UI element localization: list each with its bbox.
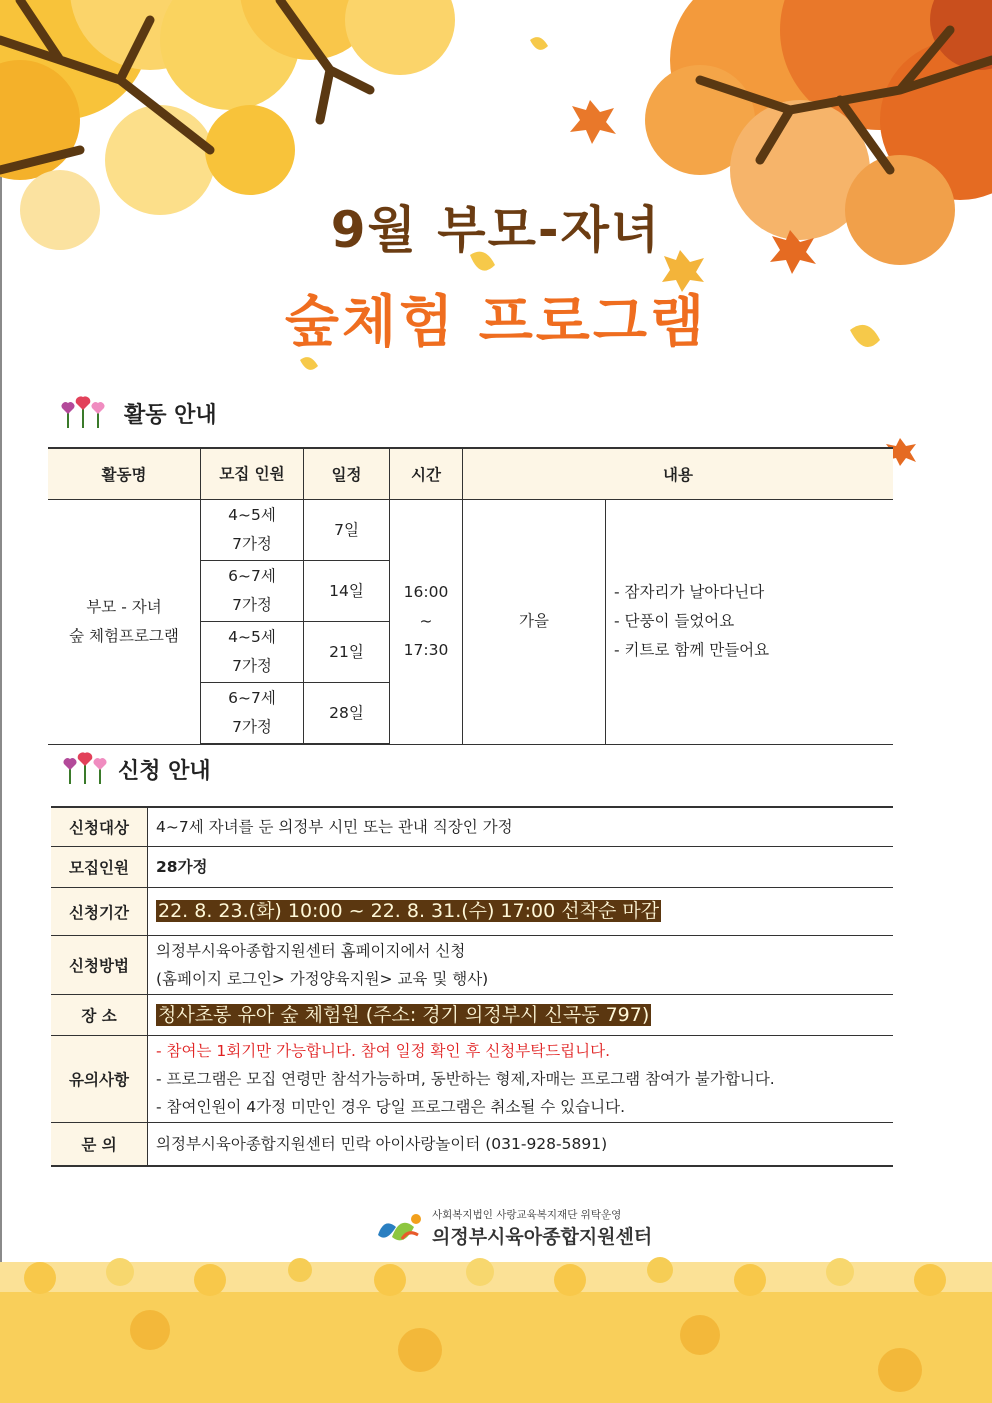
program-name-line: 부모 - 자녀 bbox=[86, 597, 162, 616]
families-text: 7가정 bbox=[232, 535, 272, 553]
program-name-line: 숲 체험프로그램 bbox=[69, 626, 179, 645]
application-heading-text: 신청 안내 bbox=[118, 758, 211, 784]
table-row bbox=[51, 847, 893, 888]
notes-label: 유의사항 bbox=[51, 1036, 148, 1123]
notes-cell bbox=[148, 1036, 894, 1123]
method-line: 의정부시육아종합지원센터 홈페이지에서 신청 bbox=[156, 942, 466, 960]
time-end: 17:30 bbox=[403, 641, 449, 660]
note-item: - 참여인원이 4가정 미만인 경우 당일 프로그램은 취소될 수 있습니다. bbox=[156, 1098, 625, 1116]
families-text: 7가정 bbox=[232, 657, 272, 675]
date-cell: 21일 bbox=[304, 622, 390, 683]
age-text: 4~5세 bbox=[228, 506, 276, 524]
target-label: 신청대상 bbox=[51, 807, 148, 847]
center-logo-icon bbox=[372, 1209, 428, 1247]
header-activity-name: 활동명 bbox=[48, 448, 201, 500]
ginkgo-leaf bbox=[300, 357, 318, 370]
period-label: 신청기간 bbox=[51, 888, 148, 936]
application-heading bbox=[58, 752, 211, 786]
capacity-cell bbox=[201, 561, 304, 622]
method-line: (홈페이지 로그인> 가정양육지원> 교육 및 행사) bbox=[156, 970, 489, 988]
program-name-cell bbox=[48, 500, 201, 745]
capacity-label: 모집인원 bbox=[51, 847, 148, 888]
note-item: - 프로그램은 모집 연령만 참석가능하며, 동반하는 형제,자매는 프로그램 참여가 불가합니다. bbox=[156, 1070, 775, 1088]
footer-sub: 사회복지법인 사랑교육복지재단 위탁운영 bbox=[432, 1209, 622, 1221]
place-label: 장 소 bbox=[51, 995, 148, 1036]
time-sep: ~ bbox=[419, 612, 433, 631]
maple-leaf bbox=[570, 100, 616, 144]
families-text: 7가정 bbox=[232, 718, 272, 736]
place-cell bbox=[148, 995, 894, 1036]
families-text: 7가정 bbox=[232, 596, 272, 614]
contact-value: 의정부시육아종합지원센터 민락 아이사랑놀이터 (031-928-5891) bbox=[148, 1123, 894, 1167]
place-value: 청사초롱 유아 숲 체험원 (주소: 경기 의정부시 신곡동 797) bbox=[158, 1003, 650, 1026]
application-table bbox=[51, 806, 893, 1167]
age-text: 4~5세 bbox=[228, 628, 276, 646]
contact-label: 문 의 bbox=[51, 1123, 148, 1167]
ginkgo-leaf bbox=[530, 37, 548, 50]
header-date: 일정 bbox=[304, 448, 390, 500]
leaf-ground bbox=[0, 1257, 992, 1403]
title-line-1: 9월 부모-자녀 bbox=[330, 201, 662, 259]
activity-heading bbox=[56, 396, 217, 430]
table-row bbox=[51, 1036, 893, 1123]
age-text: 6~7세 bbox=[228, 689, 276, 707]
age-text: 6~7세 bbox=[228, 567, 276, 585]
time-start: 16:00 bbox=[403, 583, 449, 602]
content-item: - 잠자리가 날아다닌다 bbox=[614, 583, 765, 602]
table-row bbox=[48, 500, 893, 561]
heart-flowers-icon bbox=[58, 752, 112, 786]
table-row bbox=[51, 807, 893, 847]
theme-cell: 가을 bbox=[463, 500, 606, 745]
table-row bbox=[51, 995, 893, 1036]
footer-logo bbox=[372, 1207, 652, 1249]
title-line-2: 숲체험 프로그램 bbox=[284, 290, 708, 355]
header-content: 내용 bbox=[463, 448, 894, 500]
date-cell: 14일 bbox=[304, 561, 390, 622]
date-cell: 28일 bbox=[304, 683, 390, 745]
method-label: 신청방법 bbox=[51, 936, 148, 995]
target-value: 4~7세 자녀를 둔 의정부 시민 또는 관내 직장인 가정 bbox=[148, 807, 894, 847]
activity-table bbox=[48, 447, 893, 745]
table-row bbox=[51, 936, 893, 995]
heart-flowers-icon bbox=[56, 396, 110, 430]
header-time: 시간 bbox=[390, 448, 463, 500]
content-item: - 키트로 함께 만들어요 bbox=[614, 641, 770, 660]
capacity-cell bbox=[201, 683, 304, 745]
time-cell bbox=[390, 500, 463, 745]
activity-table-header bbox=[48, 448, 893, 500]
period-cell bbox=[148, 888, 894, 936]
content-cell bbox=[606, 500, 894, 745]
method-cell bbox=[148, 936, 894, 995]
period-value: 22. 8. 23.(화) 10:00 ~ 22. 8. 31.(수) 17:00 선착순 마감 bbox=[158, 900, 660, 922]
capacity-cell bbox=[201, 622, 304, 683]
table-row bbox=[51, 888, 893, 936]
table-row bbox=[51, 1123, 893, 1167]
content-item: - 단풍이 들었어요 bbox=[614, 612, 735, 631]
capacity-cell bbox=[201, 500, 304, 561]
header-capacity: 모집 인원 bbox=[201, 448, 304, 500]
activity-heading-text: 활동 안내 bbox=[124, 402, 217, 428]
note-item: - 참여는 1회기만 가능합니다. 참여 일정 확인 후 신청부탁드립니다. bbox=[156, 1042, 611, 1060]
footer-main: 의정부시육아종합지원센터 bbox=[432, 1226, 653, 1248]
date-cell: 7일 bbox=[304, 500, 390, 561]
capacity-value: 28가정 bbox=[148, 847, 894, 888]
